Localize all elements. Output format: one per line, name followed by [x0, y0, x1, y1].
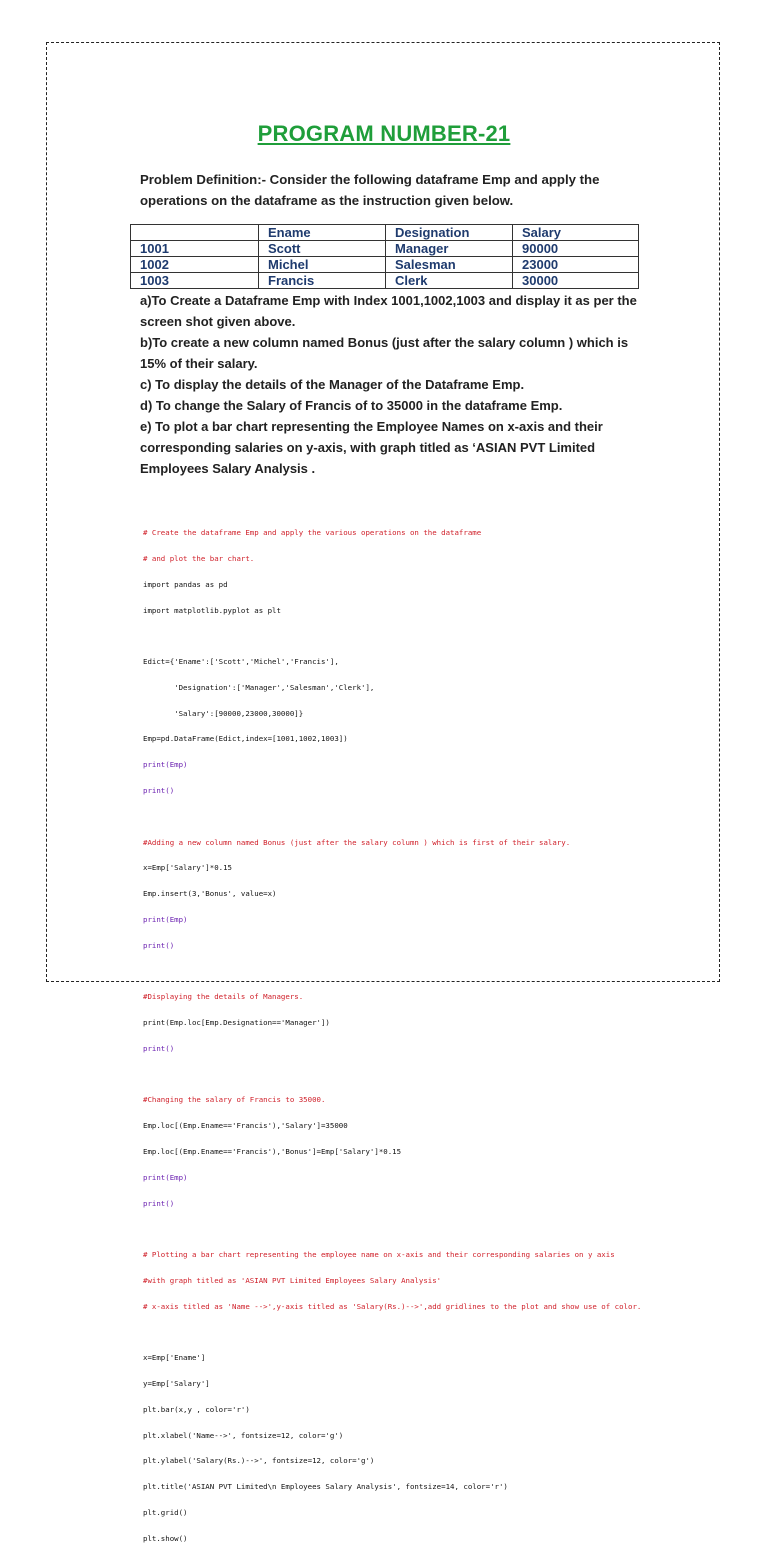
table-cell: Francis: [259, 273, 386, 289]
table-header-cell: Designation: [386, 225, 513, 241]
table-cell: 1001: [131, 241, 259, 257]
code-line: plt.grid(): [143, 1507, 188, 1517]
table-cell: Scott: [259, 241, 386, 257]
code-line: 'Salary':[90000,23000,30000]}: [143, 708, 304, 718]
instruction-d: d) To change the Salary of Francis of to 35000 in the dataframe Emp.: [140, 398, 563, 413]
code-line: import pandas as pd: [143, 579, 228, 589]
code-line: Emp.loc[(Emp.Ename=='Francis'),'Salary']=35000: [143, 1121, 348, 1131]
code-line: plt.bar(x,y , color='r'): [143, 1404, 250, 1414]
instruction-c: c) To display the details of the Manager of the Dataframe Emp.: [140, 377, 525, 392]
code-line: print(Emp.loc[Emp.Designation=='Manager']): [143, 1018, 330, 1028]
code-line: Emp=pd.DataFrame(Edict,index=[1001,1002,1003]): [143, 734, 348, 744]
table-cell: 1002: [131, 257, 259, 273]
code-line: y=Emp['Salary']: [143, 1378, 210, 1388]
table-cell: 30000: [513, 273, 639, 289]
code-line: print(Emp): [143, 1172, 188, 1182]
table-cell: 90000: [513, 241, 639, 257]
code-line: Emp.loc[(Emp.Ename=='Francis'),'Bonus']=Emp['Salary']*0.15: [143, 1146, 402, 1156]
problem-definition: Problem Definition:- Consider the following dataframe Emp and apply the operations on the dataframe as the instruction given below.: [140, 172, 600, 208]
table-header-cell: Salary: [513, 225, 639, 241]
table-row: [131, 257, 639, 273]
table-cell: Clerk: [386, 273, 513, 289]
table-cell: Michel: [259, 257, 386, 273]
code-line: #Changing the salary of Francis to 35000.: [143, 1095, 326, 1105]
table-row: [131, 273, 639, 289]
code-line: #Displaying the details of Managers.: [143, 992, 304, 1002]
code-line: x=Emp['Ename']: [143, 1353, 206, 1363]
table-cell: 1003: [131, 273, 259, 289]
code-line: # Create the dataframe Emp and apply the various operations on the dataframe: [143, 528, 482, 538]
instruction-e: e) To plot a bar chart representing the Employee Names on x-axis and their corresponding salaries on y-axis, with graph titled as ‘ASIAN PVT Limited Employees Salary Analysis .: [140, 419, 603, 476]
code-line: x=Emp['Salary']*0.15: [143, 863, 232, 873]
employee-table: [130, 224, 639, 289]
table-cell: 23000: [513, 257, 639, 273]
table-header-row: [131, 225, 639, 241]
code-line: print(Emp): [143, 760, 188, 770]
code-line: 'Designation':['Manager','Salesman','Clerk'],: [143, 682, 375, 692]
code-line: import matplotlib.pyplot as plt: [143, 605, 281, 615]
table-cell: Salesman: [386, 257, 513, 273]
code-line: # and plot the bar chart.: [143, 553, 255, 563]
table-row: [131, 241, 639, 257]
instruction-a: a)To Create a Dataframe Emp with Index 1001,1002,1003 and display it as per the screen shot given above.: [140, 293, 637, 329]
table-header-cell: [131, 225, 259, 241]
code-line: # x-axis titled as 'Name -->',y-axis titled as 'Salary(Rs.)-->',add gridlines to the plot and show use of color.: [143, 1301, 642, 1311]
table-header-cell: Ename: [259, 225, 386, 241]
code-screenshot: [143, 512, 683, 1552]
page-title: PROGRAM NUMBER-21: [257, 121, 511, 146]
code-line: print(): [143, 786, 175, 795]
code-line: plt.ylabel('Salary(Rs.)-->', fontsize=12, color='g'): [143, 1456, 375, 1466]
code-line: plt.title('ASIAN PVT Limited\n Employees Salary Analysis', fontsize=14, color='r'): [143, 1482, 508, 1492]
code-line: print(): [143, 1198, 175, 1208]
instruction-b: b)To create a new column named Bonus (just after the salary column ) which is 15% of their salary.: [140, 335, 629, 371]
code-line: print(Emp): [143, 914, 188, 924]
code-line: print(): [143, 940, 175, 950]
instructions-list: [140, 290, 640, 479]
code-line: Edict={'Ename':['Scott','Michel','Francis'],: [143, 657, 339, 667]
table-cell: Manager: [386, 241, 513, 257]
code-line: plt.xlabel('Name-->', fontsize=12, color='g'): [143, 1430, 344, 1440]
code-line: Emp.insert(3,'Bonus', value=x): [143, 889, 277, 899]
code-line: # Plotting a bar chart representing the employee name on x-axis and their corresponding salaries on y axis: [143, 1250, 615, 1260]
code-line: #with graph titled as 'ASIAN PVT Limited Employees Salary Analysis': [143, 1275, 442, 1285]
code-line: plt.show(): [143, 1533, 188, 1543]
code-line: #Adding a new column named Bonus (just after the salary column ) which is first of their salary.: [143, 837, 571, 847]
code-line: print(): [143, 1043, 175, 1053]
